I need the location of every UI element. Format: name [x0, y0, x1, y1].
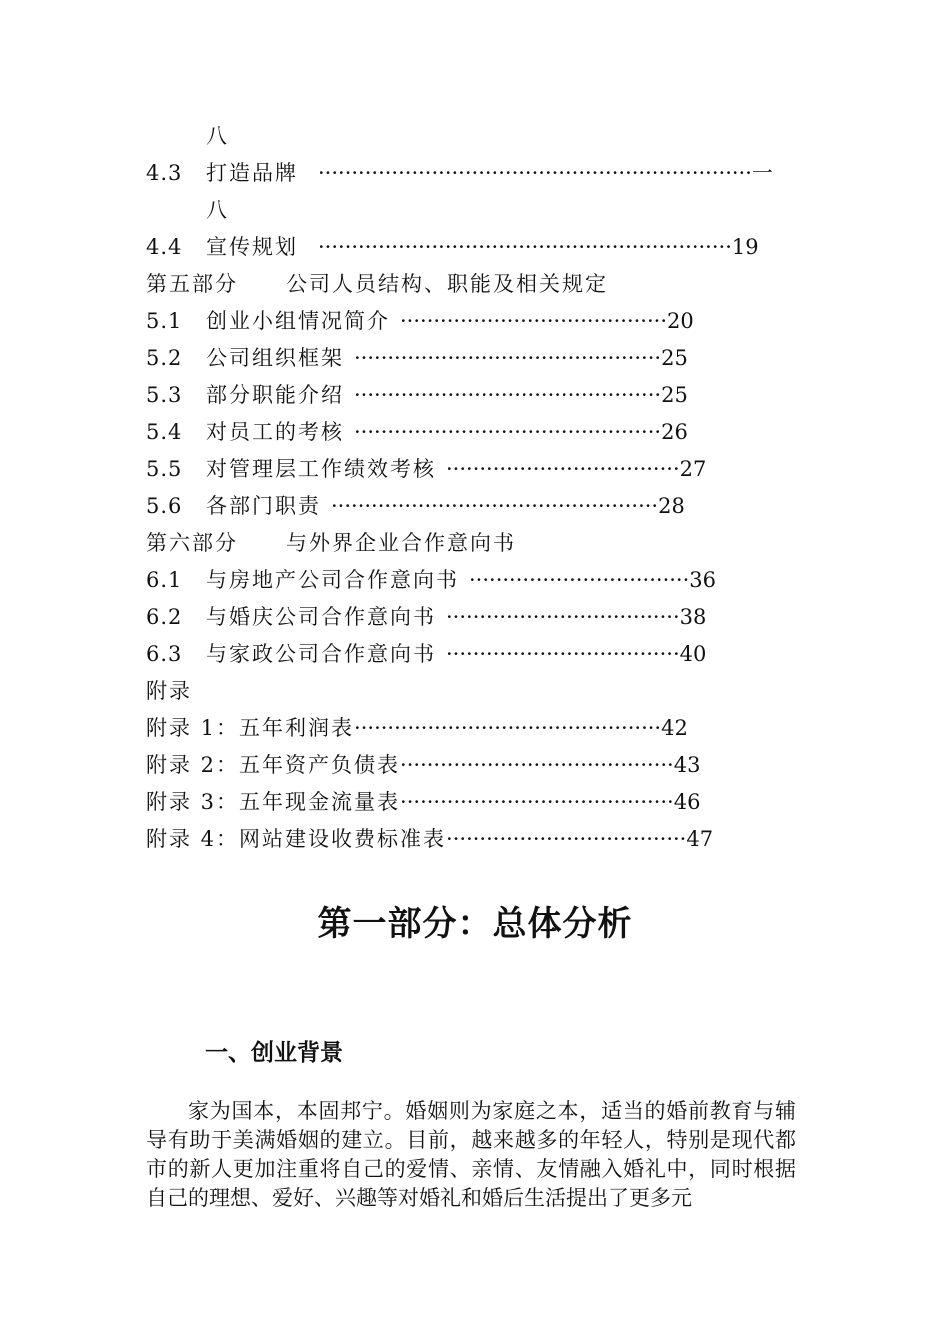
- toc-entry-title: 与婚庆公司合作意向书: [206, 605, 436, 629]
- toc-part-five[interactable]: [146, 266, 816, 303]
- toc-continuation: [146, 118, 816, 155]
- toc-entry-page: 36: [689, 568, 717, 592]
- toc-entry-6-1[interactable]: [146, 562, 816, 599]
- toc-part-title: 公司人员结构、职能及相关规定: [286, 272, 608, 296]
- toc-entry-title: 对管理层工作绩效考核: [206, 457, 436, 481]
- toc-appendix-4[interactable]: [146, 821, 816, 858]
- toc-entry-number: 5.5: [146, 457, 183, 481]
- toc-entry-title: 公司组织框架: [206, 346, 344, 370]
- toc-leader-dots: ····································: [446, 827, 687, 851]
- toc-leader-dots: ···································: [446, 642, 680, 666]
- toc-entry-page: 26: [661, 420, 688, 444]
- toc-entry-page: 一: [751, 161, 773, 185]
- toc-entry-title: 与房地产公司合作意向书: [206, 568, 459, 592]
- toc-appendix-2[interactable]: [146, 747, 816, 784]
- subsection-heading: 一、创业背景: [205, 1040, 343, 1066]
- toc-leader-dots: ········································: [400, 309, 668, 333]
- toc-entry-6-2[interactable]: [146, 599, 816, 636]
- toc-leader-dots: ······························································: [318, 235, 732, 259]
- toc-entry-number: 6.2: [146, 605, 183, 629]
- toc-part-label: 第五部分: [146, 272, 238, 296]
- toc-entry-page: 47: [686, 827, 714, 851]
- toc-entry-6-3[interactable]: [146, 636, 816, 673]
- toc-appendix-3[interactable]: [146, 784, 816, 821]
- toc-entry-title: 各部门职责: [206, 494, 321, 518]
- table-of-contents: [146, 118, 816, 858]
- toc-part-title: 与外界企业合作意向书: [286, 531, 516, 555]
- toc-appendix-heading[interactable]: [146, 673, 816, 710]
- toc-entry-5-2[interactable]: [146, 340, 816, 377]
- toc-entry-number: 4.4: [146, 235, 183, 259]
- toc-entry-title: 创业小组情况简介: [206, 309, 390, 333]
- toc-entry-page: 25: [661, 346, 688, 370]
- toc-entry-page: 19: [731, 235, 759, 259]
- toc-entry-title: 打造品牌: [206, 161, 298, 185]
- toc-entry-4-3[interactable]: [146, 155, 816, 192]
- toc-entry-number: 6.3: [146, 642, 183, 666]
- toc-entry-page: 27: [679, 457, 707, 481]
- toc-entry-title: 宣传规划: [206, 235, 298, 259]
- toc-entry-number: 5.4: [146, 420, 183, 444]
- toc-entry-page: 25: [661, 383, 688, 407]
- toc-entry-page: 28: [658, 494, 685, 518]
- toc-appendix-label: 附录: [146, 679, 192, 703]
- toc-appendix-title: 附录 3：五年现金流量表: [146, 790, 401, 814]
- toc-leader-dots: ·································: [469, 568, 690, 592]
- toc-appendix-1[interactable]: [146, 710, 816, 747]
- toc-leader-dots: ··············································: [354, 346, 662, 370]
- toc-leader-dots: ·················································: [331, 494, 659, 518]
- toc-continuation: [146, 192, 816, 229]
- toc-entry-page: 42: [661, 716, 688, 740]
- toc-continuation-text: 八: [206, 124, 229, 148]
- toc-part-label: 第六部分: [146, 531, 238, 555]
- toc-leader-dots: ·········································: [400, 790, 674, 814]
- toc-entry-title: 部分职能介绍: [206, 383, 344, 407]
- toc-entry-5-6[interactable]: [146, 488, 816, 525]
- toc-entry-page: 20: [667, 309, 694, 333]
- toc-entry-page: 40: [679, 642, 707, 666]
- toc-entry-title: 对员工的考核: [206, 420, 344, 444]
- toc-entry-page: 38: [679, 605, 707, 629]
- toc-part-six[interactable]: [146, 525, 816, 562]
- toc-entry-number: 5.1: [146, 309, 183, 333]
- toc-entry-5-4[interactable]: [146, 414, 816, 451]
- toc-leader-dots: ···································: [446, 605, 680, 629]
- toc-entry-number: 5.2: [146, 346, 183, 370]
- body-paragraph: 家为国本，本固邦宁。婚姻则为家庭之本，适当的婚前教育与辅导有助于美满婚姻的建立。目前，越来越多的年轻人，特别是现代都市的新人更加注重将自己的爱情、亲情、友情融入婚礼中，同时根据自己的理想、爱好、兴趣等对婚礼和婚后生活提出了更多元: [146, 1099, 796, 1210]
- toc-leader-dots: ···································: [446, 457, 680, 481]
- toc-entry-5-5[interactable]: [146, 451, 816, 488]
- toc-entry-number: 6.1: [146, 568, 183, 592]
- toc-continuation-text: 八: [206, 198, 229, 222]
- toc-entry-page: 43: [673, 753, 701, 777]
- toc-leader-dots: ·········································: [400, 753, 674, 777]
- toc-leader-dots: ·································································: [318, 161, 752, 185]
- toc-leader-dots: ··············································: [354, 420, 662, 444]
- toc-entry-5-1[interactable]: [146, 303, 816, 340]
- toc-entry-4-4[interactable]: [146, 229, 816, 266]
- toc-entry-number: 5.6: [146, 494, 183, 518]
- toc-entry-title: 与家政公司合作意向书: [206, 642, 436, 666]
- toc-appendix-title: 附录 2：五年资产负债表: [146, 753, 401, 777]
- toc-entry-number: 5.3: [146, 383, 183, 407]
- toc-leader-dots: ··············································: [354, 383, 662, 407]
- toc-appendix-title: 附录 4：网站建设收费标准表: [146, 827, 447, 851]
- toc-appendix-title: 附录 1：五年利润表: [146, 716, 355, 740]
- toc-leader-dots: ··············································: [354, 716, 662, 740]
- toc-entry-5-3[interactable]: [146, 377, 816, 414]
- toc-entry-number: 4.3: [146, 161, 183, 185]
- toc-entry-page: 46: [673, 790, 701, 814]
- section-heading: 第一部分：总体分析: [317, 904, 633, 944]
